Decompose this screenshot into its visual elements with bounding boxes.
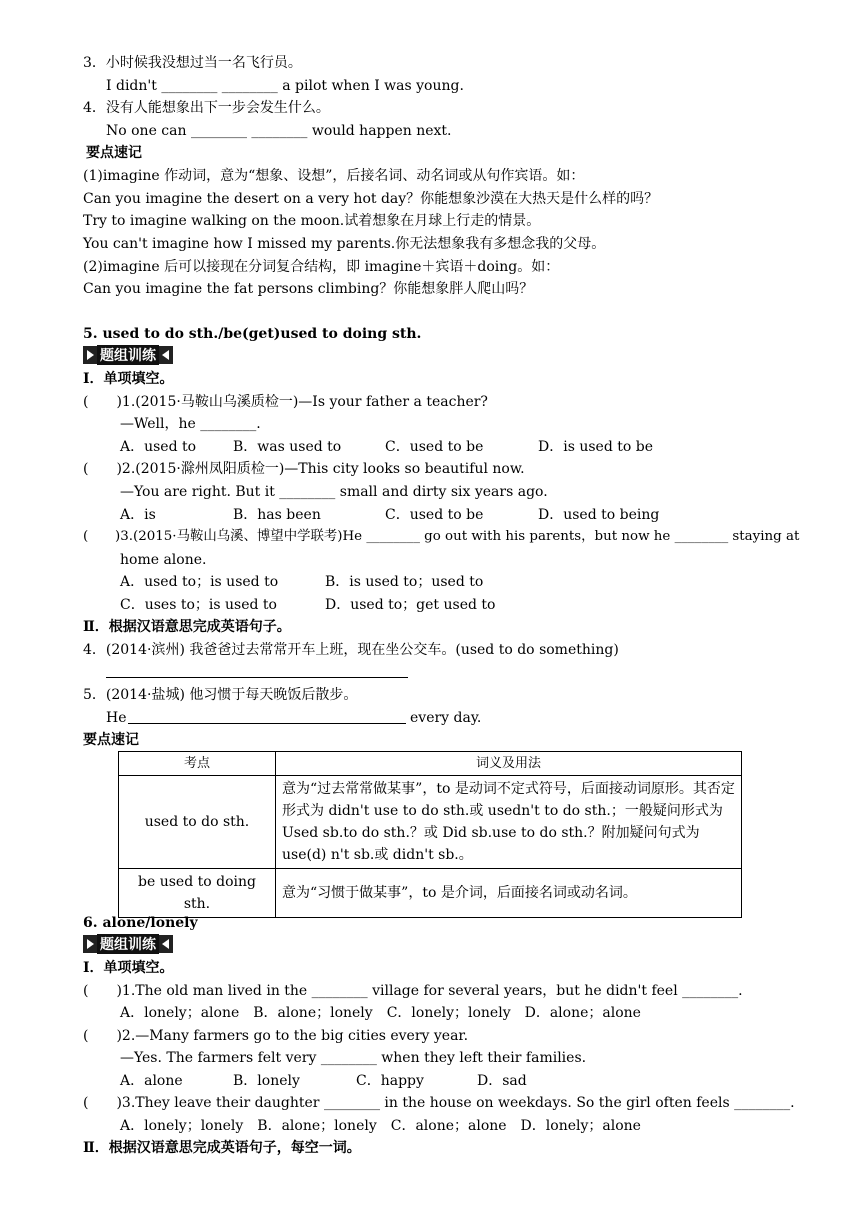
table-cell: 意为“过去常常做某事”，to 是动词不定式符号，后面接动词原形。其否定形式为 didn't use to do sth.或 usedn't to do sth.；一般疑问形式为 Used sb.to do sth.？或 Did sb.use to do sth.？附加疑问句式为 use(d) n't sb.或 didn't sb.。 [276,776,742,869]
question-3-options: A．lonely；lonely B．alone；lonely C．alone；alone D．lonely；alone [120,1118,641,1134]
translation-5: 5．(2014·盐城) 他习惯于每天晚饭后散步。 [83,687,358,703]
option-a: A．used to；is used to [120,574,279,590]
option-d: D．used to being [538,507,660,523]
translation-5-start: He [106,710,127,726]
q3-chinese: 3．小时候我没想过当一名飞行员。 [83,55,302,71]
note-line: Try to imagine walking on the moon.试着想象在月球上行走的情景。 [83,213,541,229]
table-row [119,776,742,869]
q4-english: No one can ________ ________ would happen next. [106,123,452,139]
option-c: C．used to be [385,507,484,523]
option-d: D．used to；get used to [325,597,496,613]
question-1: ( )1.(2015·马鞍山乌溪质检一)—Is your father a teacher? [83,394,488,410]
option-a: A．alone [120,1073,183,1089]
triangle-left-icon [162,939,169,949]
answer-line [128,723,406,724]
question-1-options: A．lonely；alone B．alone；lonely C．lonely；lonely D．alone；alone [120,1005,641,1021]
triangle-right-icon [87,939,94,949]
triangle-right-icon [87,350,94,360]
notes-title: 要点速记 [83,732,139,748]
column-header: 考点 [119,752,276,776]
note-line: (1)imagine 作动词，意为“想象、设想”，后接名词、动名词或从句作宾语。如： [83,168,585,184]
note-line: You can't imagine how I missed my parents.你无法想象我有多想念我的父母。 [83,236,606,252]
banner-label: 题组训练 [97,345,159,365]
part-heading: Ⅱ．根据汉语意思完成英语句子。 [83,619,291,635]
question-2: ( )2.(2015·滁州凤阳质检一)—This city looks so beautiful now. [83,461,525,477]
column-header: 词义及用法 [276,752,742,776]
question-3: ( )3.(2015·马鞍山乌溪、博望中学联考)He ________ go out with his parents，but now he ________ staying at [83,529,800,544]
note-line: (2)imagine 后可以接现在分词复合结构，即 imagine＋宾语＋doing。如： [83,259,560,275]
section-5-title: 5. used to do sth./be(get)used to doing sth. [83,326,422,342]
part-heading: Ⅰ．单项填空。 [83,371,174,387]
q3-english: I didn't ________ ________ a pilot when I was young. [106,78,464,94]
question-2: ( )2.—Many farmers go to the big cities every year. [83,1028,469,1044]
question-2-line2: —Yes. The farmers felt very ________ when they left their families. [120,1050,587,1066]
option-c: C．uses to；is used to [120,597,277,613]
part-heading: Ⅰ．单项填空。 [83,960,174,976]
notes-title: 要点速记 [86,145,142,161]
option-c: C．happy [356,1073,424,1089]
question-1: ( )1.The old man lived in the ________ village for several years，but he didn't feel ________. [83,983,743,999]
option-b: B．lonely [233,1073,300,1089]
question-3-line2: home alone. [120,552,207,568]
note-line: Can you imagine the desert on a very hot day？你能想象沙漠在大热天是什么样的吗？ [83,191,659,207]
option-d: D．is used to be [538,439,653,455]
table-cell: used to do sth. [119,776,276,869]
option-a: A．is [120,507,156,523]
question-2-line2: —You are right. But it ________ small and dirty six years ago. [120,484,548,500]
banner-label: 题组训练 [97,934,159,954]
option-a: A．used to [120,439,197,455]
usage-table [118,751,742,918]
option-b: B．has been [233,507,321,523]
option-d: D．sad [477,1073,527,1089]
section-6-title: 6. alone/lonely [83,915,198,931]
question-1-line2: —Well，he ________. [120,416,261,432]
question-3: ( )3.They leave their daughter ________ in the house on weekdays. So the girl often feels ________. [83,1095,795,1111]
table-cell: 意为“习惯于做某事”，to 是介词，后面接名词或动名词。 [276,869,742,918]
table-cell: be used to doing sth. [119,869,276,918]
q4-chinese: 4．没有人能想象出下一步会发生什么。 [83,100,330,116]
table-row [119,869,742,918]
option-c: C．used to be [385,439,484,455]
triangle-left-icon [162,350,169,360]
note-line: Can you imagine the fat persons climbing？你能想象胖人爬山吗？ [83,281,534,297]
exercise-banner [83,935,173,953]
exercise-banner [83,346,173,364]
option-b: B．is used to；used to [325,574,484,590]
part-heading: Ⅱ．根据汉语意思完成英语句子，每空一词。 [83,1140,361,1156]
translation-4: 4．(2014·滨州) 我爸爸过去常常开车上班，现在坐公交车。(used to do something) [83,642,619,658]
option-b: B．was used to [233,439,342,455]
answer-line [106,677,408,678]
translation-5-end: every day. [410,710,482,726]
table-header-row [119,752,742,776]
